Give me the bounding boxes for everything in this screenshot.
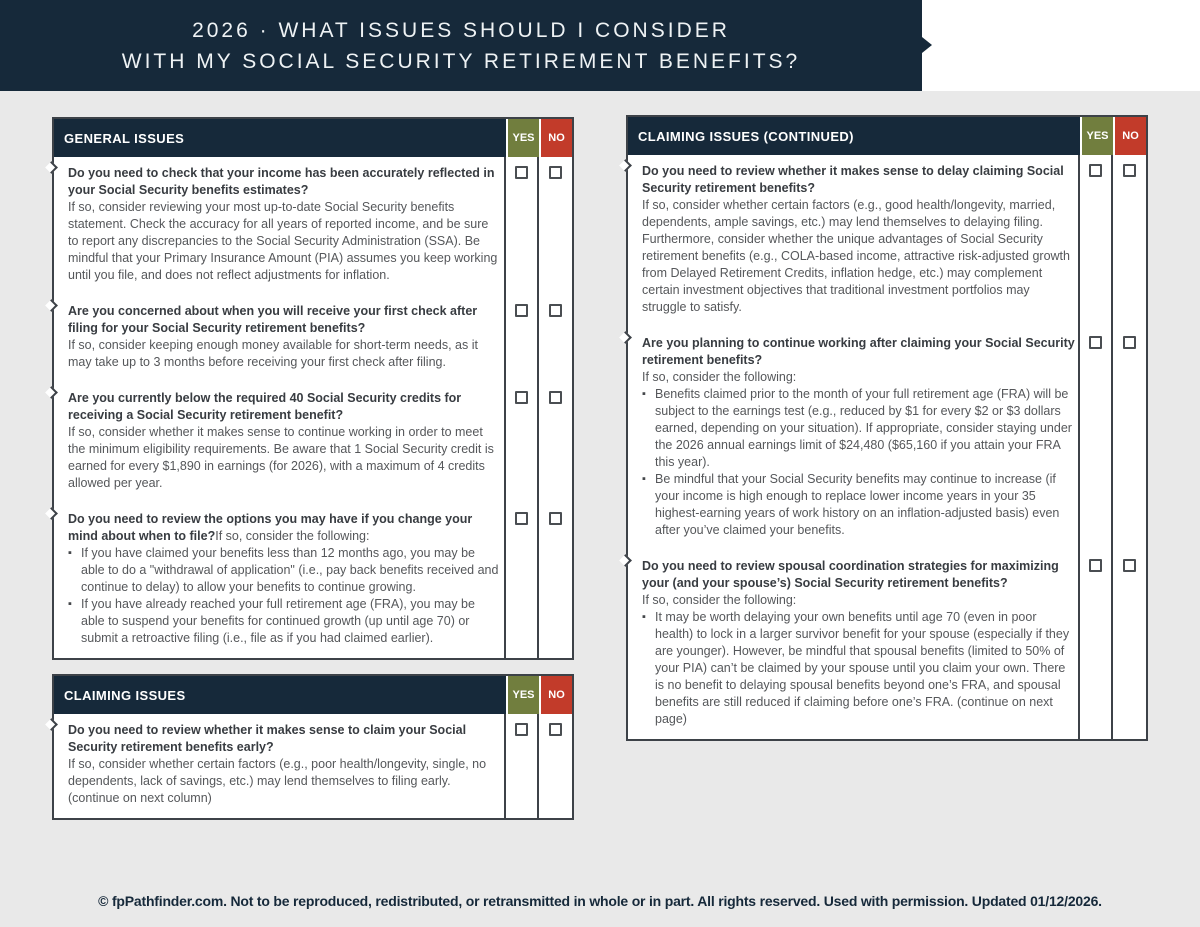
yes-column-header: YES: [506, 119, 539, 157]
question-row: [628, 550, 1146, 739]
question-body: If so, consider the following:: [642, 370, 797, 384]
checkbox-yes[interactable]: [1089, 164, 1102, 177]
question-row: [628, 327, 1146, 550]
document-title-line2: WITH MY SOCIAL SECURITY RETIREMENT BENEFITS?: [121, 49, 801, 73]
checkbox-yes[interactable]: [1089, 559, 1102, 572]
banner-arrow-icon: [922, 37, 932, 53]
checkbox-no[interactable]: [1123, 336, 1136, 349]
checkbox-yes[interactable]: [515, 723, 528, 736]
question-row: [54, 157, 572, 295]
question-heading: Do you need to review whether it makes sense to delay claiming Social Security retirement benefits?: [642, 164, 1064, 195]
question-chevron-icon: [619, 554, 632, 567]
section-header: [54, 676, 572, 714]
question-row: [54, 382, 572, 503]
checkbox-yes[interactable]: [515, 391, 528, 404]
checkbox-no[interactable]: [1123, 559, 1136, 572]
question-body: If so, consider whether certain factors (e.g., poor health/longevity, single, no dependents, lack of savings, etc.) may lend themselves to filing early. (continue on next column): [68, 757, 487, 805]
checkbox-yes[interactable]: [515, 166, 528, 179]
header-right-whitespace: [922, 0, 1200, 91]
section-header: [628, 117, 1146, 155]
question-heading: Are you concerned about when you will receive your first check after filing for your Social Security retirement benefits?: [68, 304, 478, 335]
checkbox-yes[interactable]: [515, 304, 528, 317]
checkbox-no[interactable]: [1123, 164, 1136, 177]
question-bullet: ▪ If you have claimed your benefits less than 12 months ago, you may be able to do a "withdrawal of application" (i.e., pay back benefits received and continue to delay) to allow your benefits to continue growing.: [68, 545, 502, 596]
checkbox-no[interactable]: [549, 166, 562, 179]
document-title-line1: 2026 · WHAT ISSUES SHOULD I CONSIDER: [192, 18, 730, 42]
question-heading: Are you currently below the required 40 Social Security credits for receiving a Social Security retirement benefit?: [68, 391, 462, 422]
checkbox-yes[interactable]: [1089, 336, 1102, 349]
section-title: CLAIMING ISSUES: [64, 687, 186, 703]
question-body: If so, consider keeping enough money available for short-term needs, as it may take up to 3 months before receiving your first check after filing.: [68, 338, 478, 369]
checkbox-no[interactable]: [549, 391, 562, 404]
yes-column-header: YES: [506, 676, 539, 714]
section-header: [54, 119, 572, 157]
no-column-header: NO: [539, 119, 572, 157]
question-heading: Do you need to review the options you may have if you change your mind about when to file?If so, consider the following:: [68, 512, 473, 543]
section-claiming-issues-continued: [626, 115, 1148, 741]
question-chevron-icon: [45, 161, 58, 174]
yes-column-header: YES: [1080, 117, 1113, 155]
question-bullet: ▪ Be mindful that your Social Security benefits may continue to increase (if your income is high enough to replace lower income years in your 35 highest-earning years of work history on an inflation-adjusted basis) even after you’ve claimed your benefits.: [642, 471, 1076, 539]
checkbox-no[interactable]: [549, 304, 562, 317]
question-body: If so, consider whether certain factors (e.g., good health/longevity, married, dependents, ample savings, etc.) may lend themselves to delaying filing. Furthermore, consider whether the unique advantages of Social Security retirement benefits (e.g., COLA-based income, attractive risk-adjusted growth from Delayed Retirement Credits, inflation hedge, etc.) may complement certain investment objectives that traditional investment portfolios may struggle to satisfy.: [642, 198, 1070, 314]
question-body: If so, consider reviewing your most up-to-date Social Security benefits statement. Check the accuracy for all years of reported income, and be sure to report any discrepancies to the Social Security Administration (SSA). Be mindful that your Primary Insurance Amount (PIA) assumes you keep working until you file, and does not reflect adjustments for inflation.: [68, 200, 498, 282]
section-title: CLAIMING ISSUES (CONTINUED): [638, 128, 854, 144]
question-chevron-icon: [45, 507, 58, 520]
question-bullet: ▪ It may be worth delaying your own benefits until age 70 (even in poor health) to lock in a larger survivor benefit for your spouse (especially if they are younger). However, be mindful that spousal benefits (limited to 50% of your PIA) can’t be claimed by your spouse until you claim your own. There is no benefit to delaying spousal benefits beyond one’s FRA, and spousal benefits are still reduced if claiming before one’s FRA. (continue on next page): [642, 609, 1076, 728]
question-chevron-icon: [619, 331, 632, 344]
question-chevron-icon: [45, 718, 58, 731]
checkbox-yes[interactable]: [515, 512, 528, 525]
no-column-header: NO: [539, 676, 572, 714]
checkbox-no[interactable]: [549, 723, 562, 736]
question-heading: Do you need to check that your income has been accurately reflected in your Social Security benefits estimates?: [68, 166, 495, 197]
section-general-issues: [52, 117, 574, 660]
right-column: [626, 115, 1148, 741]
section-claiming-issues: [52, 674, 574, 820]
question-heading: Do you need to review spousal coordination strategies for maximizing your (and your spouse’s) Social Security retirement benefits?: [642, 559, 1059, 590]
question-heading: Are you planning to continue working after claiming your Social Security retirement benefits?: [642, 336, 1075, 367]
question-body: If so, consider the following:: [642, 593, 797, 607]
question-chevron-icon: [45, 386, 58, 399]
question-chevron-icon: [45, 299, 58, 312]
question-heading: Do you need to review whether it makes sense to claim your Social Security retirement benefits early?: [68, 723, 467, 754]
section-title: GENERAL ISSUES: [64, 130, 185, 146]
document-title-banner: [0, 0, 922, 91]
question-row: [628, 155, 1146, 327]
question-body: If so, consider whether it makes sense to continue working in order to meet the minimum eligibility requirements. Be aware that 1 Social Security credit is earned for every $1,890 in earnings (for 2026), with a maximum of 4 credits allowed per year.: [68, 425, 494, 490]
question-bullet: ▪ Benefits claimed prior to the month of your full retirement age (FRA) will be subject to the earnings test (e.g., reduced by $1 for every $2 or $3 dollars earned, depending on your situation). If appropriate, consider staying under the 2026 annual earnings limit of $24,480 ($65,160 if you attain your FRA this year).: [642, 386, 1076, 471]
footer-copyright: © fpPathfinder.com. Not to be reproduced, redistributed, or retransmitted in whole or in part. All rights reserved. Used with permission. Updated 01/12/2026.: [98, 893, 1102, 909]
left-column: [52, 117, 574, 820]
question-bullet: ▪ If you have already reached your full retirement age (FRA), you may be able to suspend your benefits for continued growth (up until age 70) or submit a retroactive filing (i.e., file as if you had claimed earlier).: [68, 596, 502, 647]
question-row: [54, 295, 572, 382]
question-chevron-icon: [619, 159, 632, 172]
question-row: [54, 714, 572, 818]
question-row: [54, 503, 572, 658]
checkbox-no[interactable]: [549, 512, 562, 525]
no-column-header: NO: [1113, 117, 1146, 155]
